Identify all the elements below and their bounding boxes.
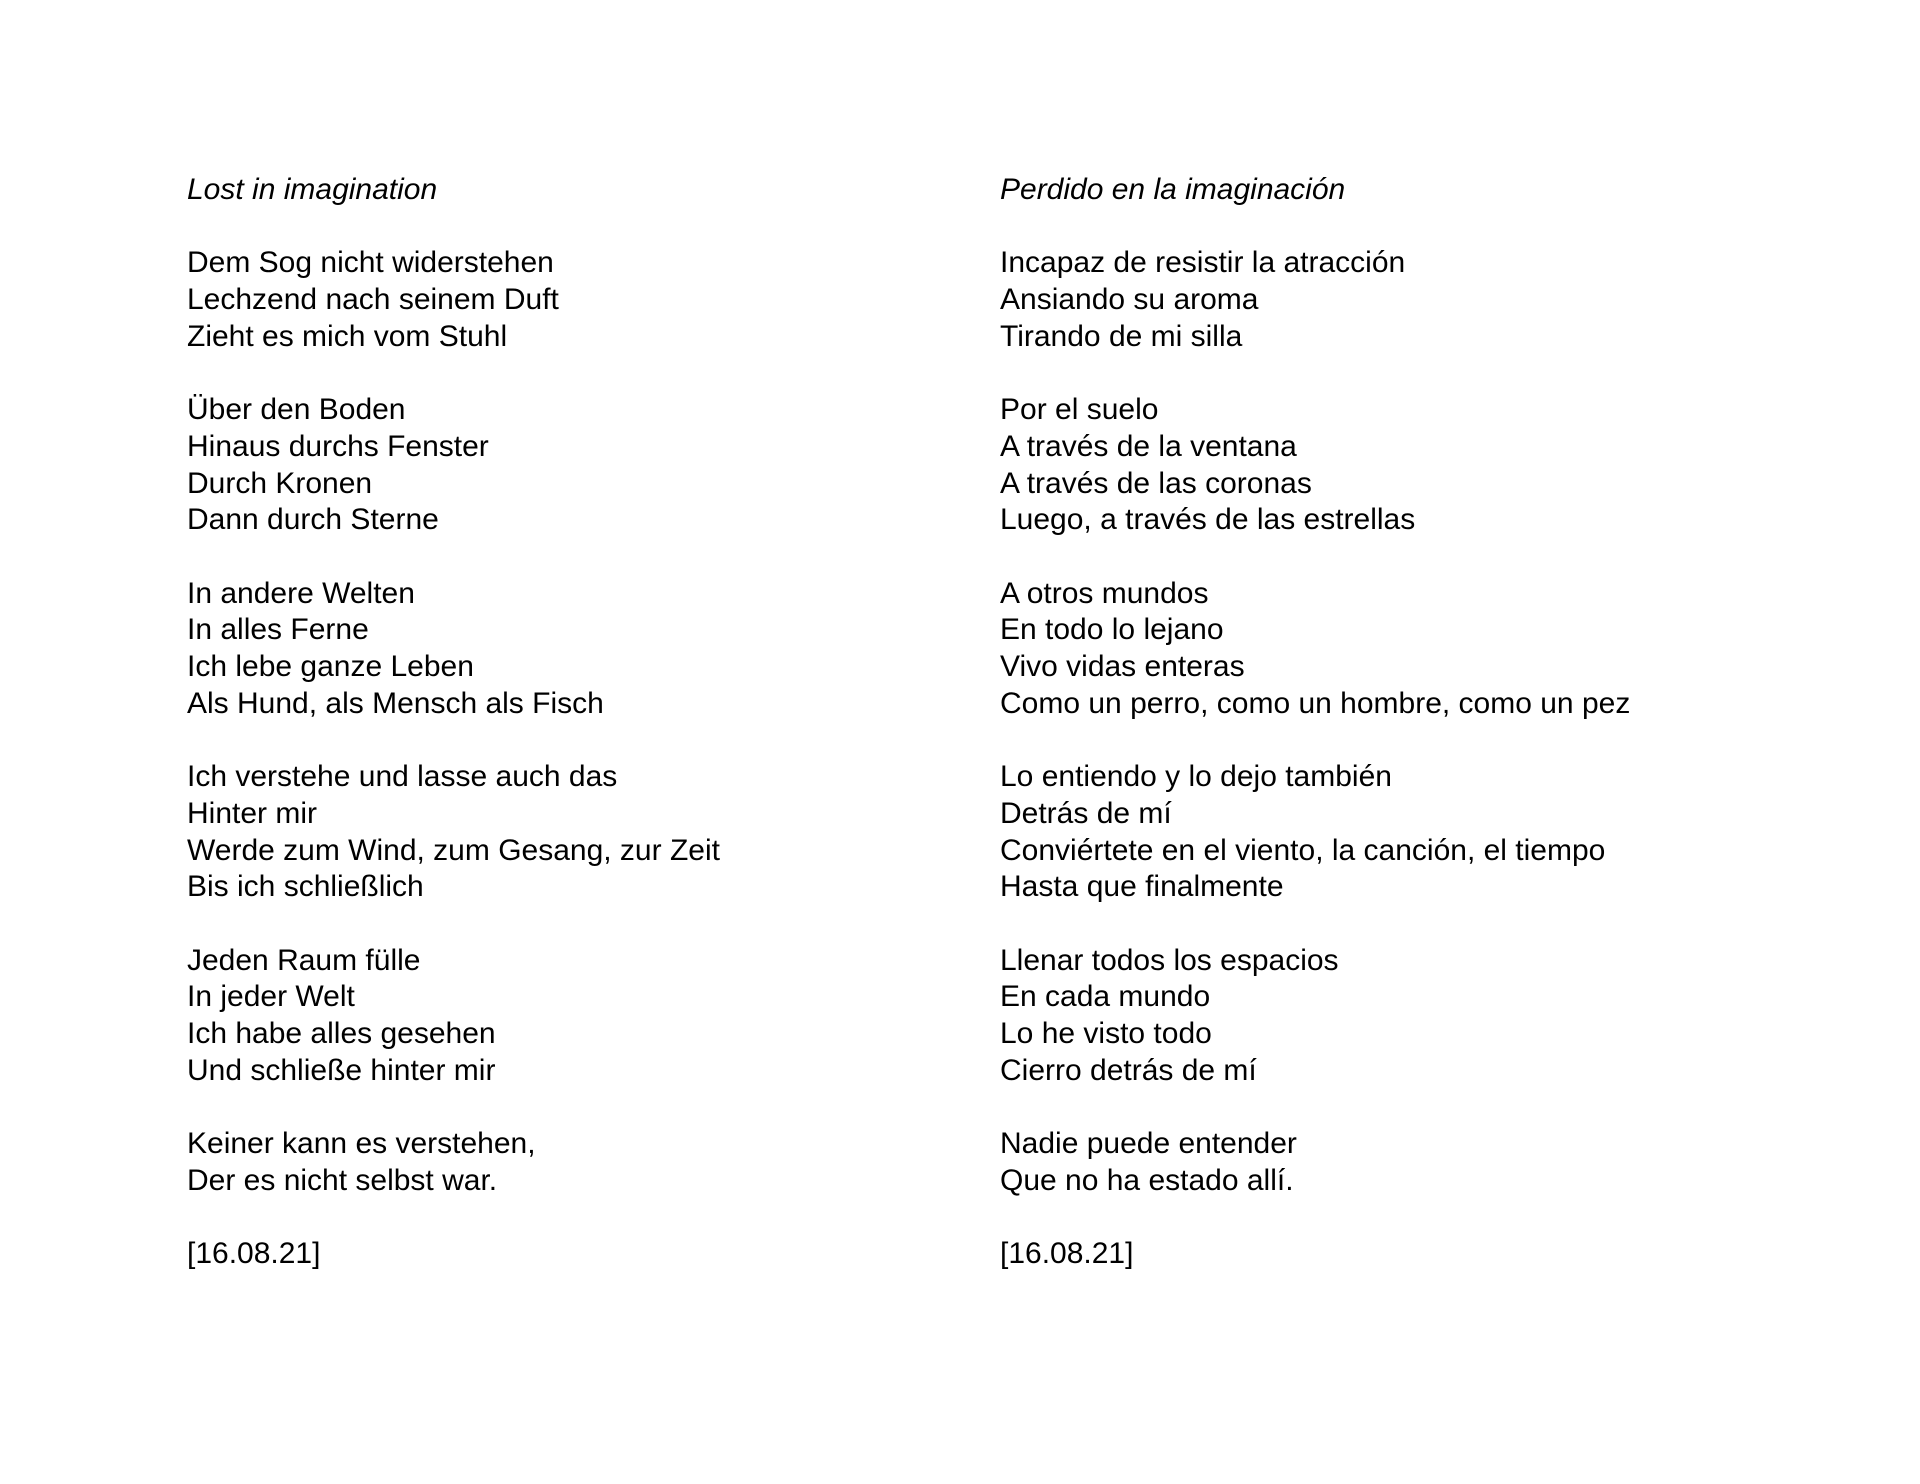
stanza (187, 1126, 967, 1199)
poem-line: Ich lebe ganze Leben (187, 650, 474, 684)
poem-line: Ich verstehe und lasse auch das (187, 760, 618, 794)
poem-line: En todo lo lejano (1000, 613, 1224, 647)
poem-line: Luego, a través de las estrellas (1000, 503, 1416, 537)
poem-line: Lo he visto todo (1000, 1017, 1212, 1051)
poem-line: Vivo vidas enteras (1000, 650, 1245, 684)
poem-line: Hinaus durchs Fenster (187, 429, 489, 463)
poem-line: Cierro detrás de mí (1000, 1053, 1257, 1087)
poem-line: Keiner kann es verstehen, (187, 1127, 536, 1161)
poem-line: A través de la ventana (1000, 429, 1297, 463)
stanza (187, 943, 967, 1090)
poem-date-german: [16.08.21] (187, 1237, 321, 1271)
poem-line: Llenar todos los espacios (1000, 943, 1339, 977)
poem-line: Jeden Raum fülle (187, 943, 421, 977)
poem-line: Dann durch Sterne (187, 503, 439, 537)
stanza (1000, 1126, 1780, 1199)
poem-line: En cada mundo (1000, 980, 1211, 1014)
poem-spanish (1000, 172, 1780, 1273)
poem-line: Hinter mir (187, 796, 318, 830)
poem-line: Que no ha estado allí. (1000, 1163, 1294, 1197)
poem-title-german: Lost in imagination (187, 173, 438, 206)
poem-line: Werde zum Wind, zum Gesang, zur Zeit (187, 833, 720, 867)
poem-line: Als Hund, als Mensch als Fisch (187, 686, 604, 720)
stanza (1000, 576, 1780, 723)
poem-line: Ich habe alles gesehen (187, 1017, 496, 1051)
poem-line: Incapaz de resistir la atracción (1000, 246, 1406, 280)
stanza (1000, 759, 1780, 906)
stanza (187, 576, 967, 723)
poem-line: Lo entiendo y lo dejo también (1000, 760, 1392, 794)
poem-line: In alles Ferne (187, 613, 369, 647)
poem-line: Hasta que finalmente (1000, 870, 1284, 904)
poem-line: Nadie puede entender (1000, 1127, 1297, 1161)
poem-line: Tirando de mi silla (1000, 319, 1243, 353)
poem-line: Conviértete en el viento, la canción, el tiempo (1000, 833, 1606, 867)
poem-line: In andere Welten (187, 576, 415, 610)
poem-line: Como un perro, como un hombre, como un pez (1000, 686, 1631, 720)
stanza (1000, 245, 1780, 355)
stanza (1000, 392, 1780, 539)
poem-line: Und schließe hinter mir (187, 1053, 496, 1087)
poem-title-spanish: Perdido en la imaginación (1000, 173, 1346, 206)
poem-date-spanish: [16.08.21] (1000, 1237, 1134, 1271)
stanza (1000, 943, 1780, 1090)
poem-line: Bis ich schließlich (187, 870, 424, 904)
poem-line: Por el suelo (1000, 393, 1159, 427)
poem-line: Der es nicht selbst war. (187, 1163, 498, 1197)
poem-line: Über den Boden (187, 393, 406, 427)
poem-line: Zieht es mich vom Stuhl (187, 319, 508, 353)
poem-line: Detrás de mí (1000, 796, 1172, 830)
poem-line: Dem Sog nicht widerstehen (187, 246, 554, 280)
stanza (187, 392, 967, 539)
poem-line: A otros mundos (1000, 576, 1209, 610)
poem-german (187, 172, 967, 1273)
poem-line: Durch Kronen (187, 466, 373, 500)
poem-line: In jeder Welt (187, 980, 355, 1014)
poem-line: Lechzend nach seinem Duft (187, 283, 559, 317)
poem-line: Ansiando su aroma (1000, 283, 1259, 317)
stanza (187, 759, 967, 906)
poem-line: A través de las coronas (1000, 466, 1312, 500)
stanza (187, 245, 967, 355)
